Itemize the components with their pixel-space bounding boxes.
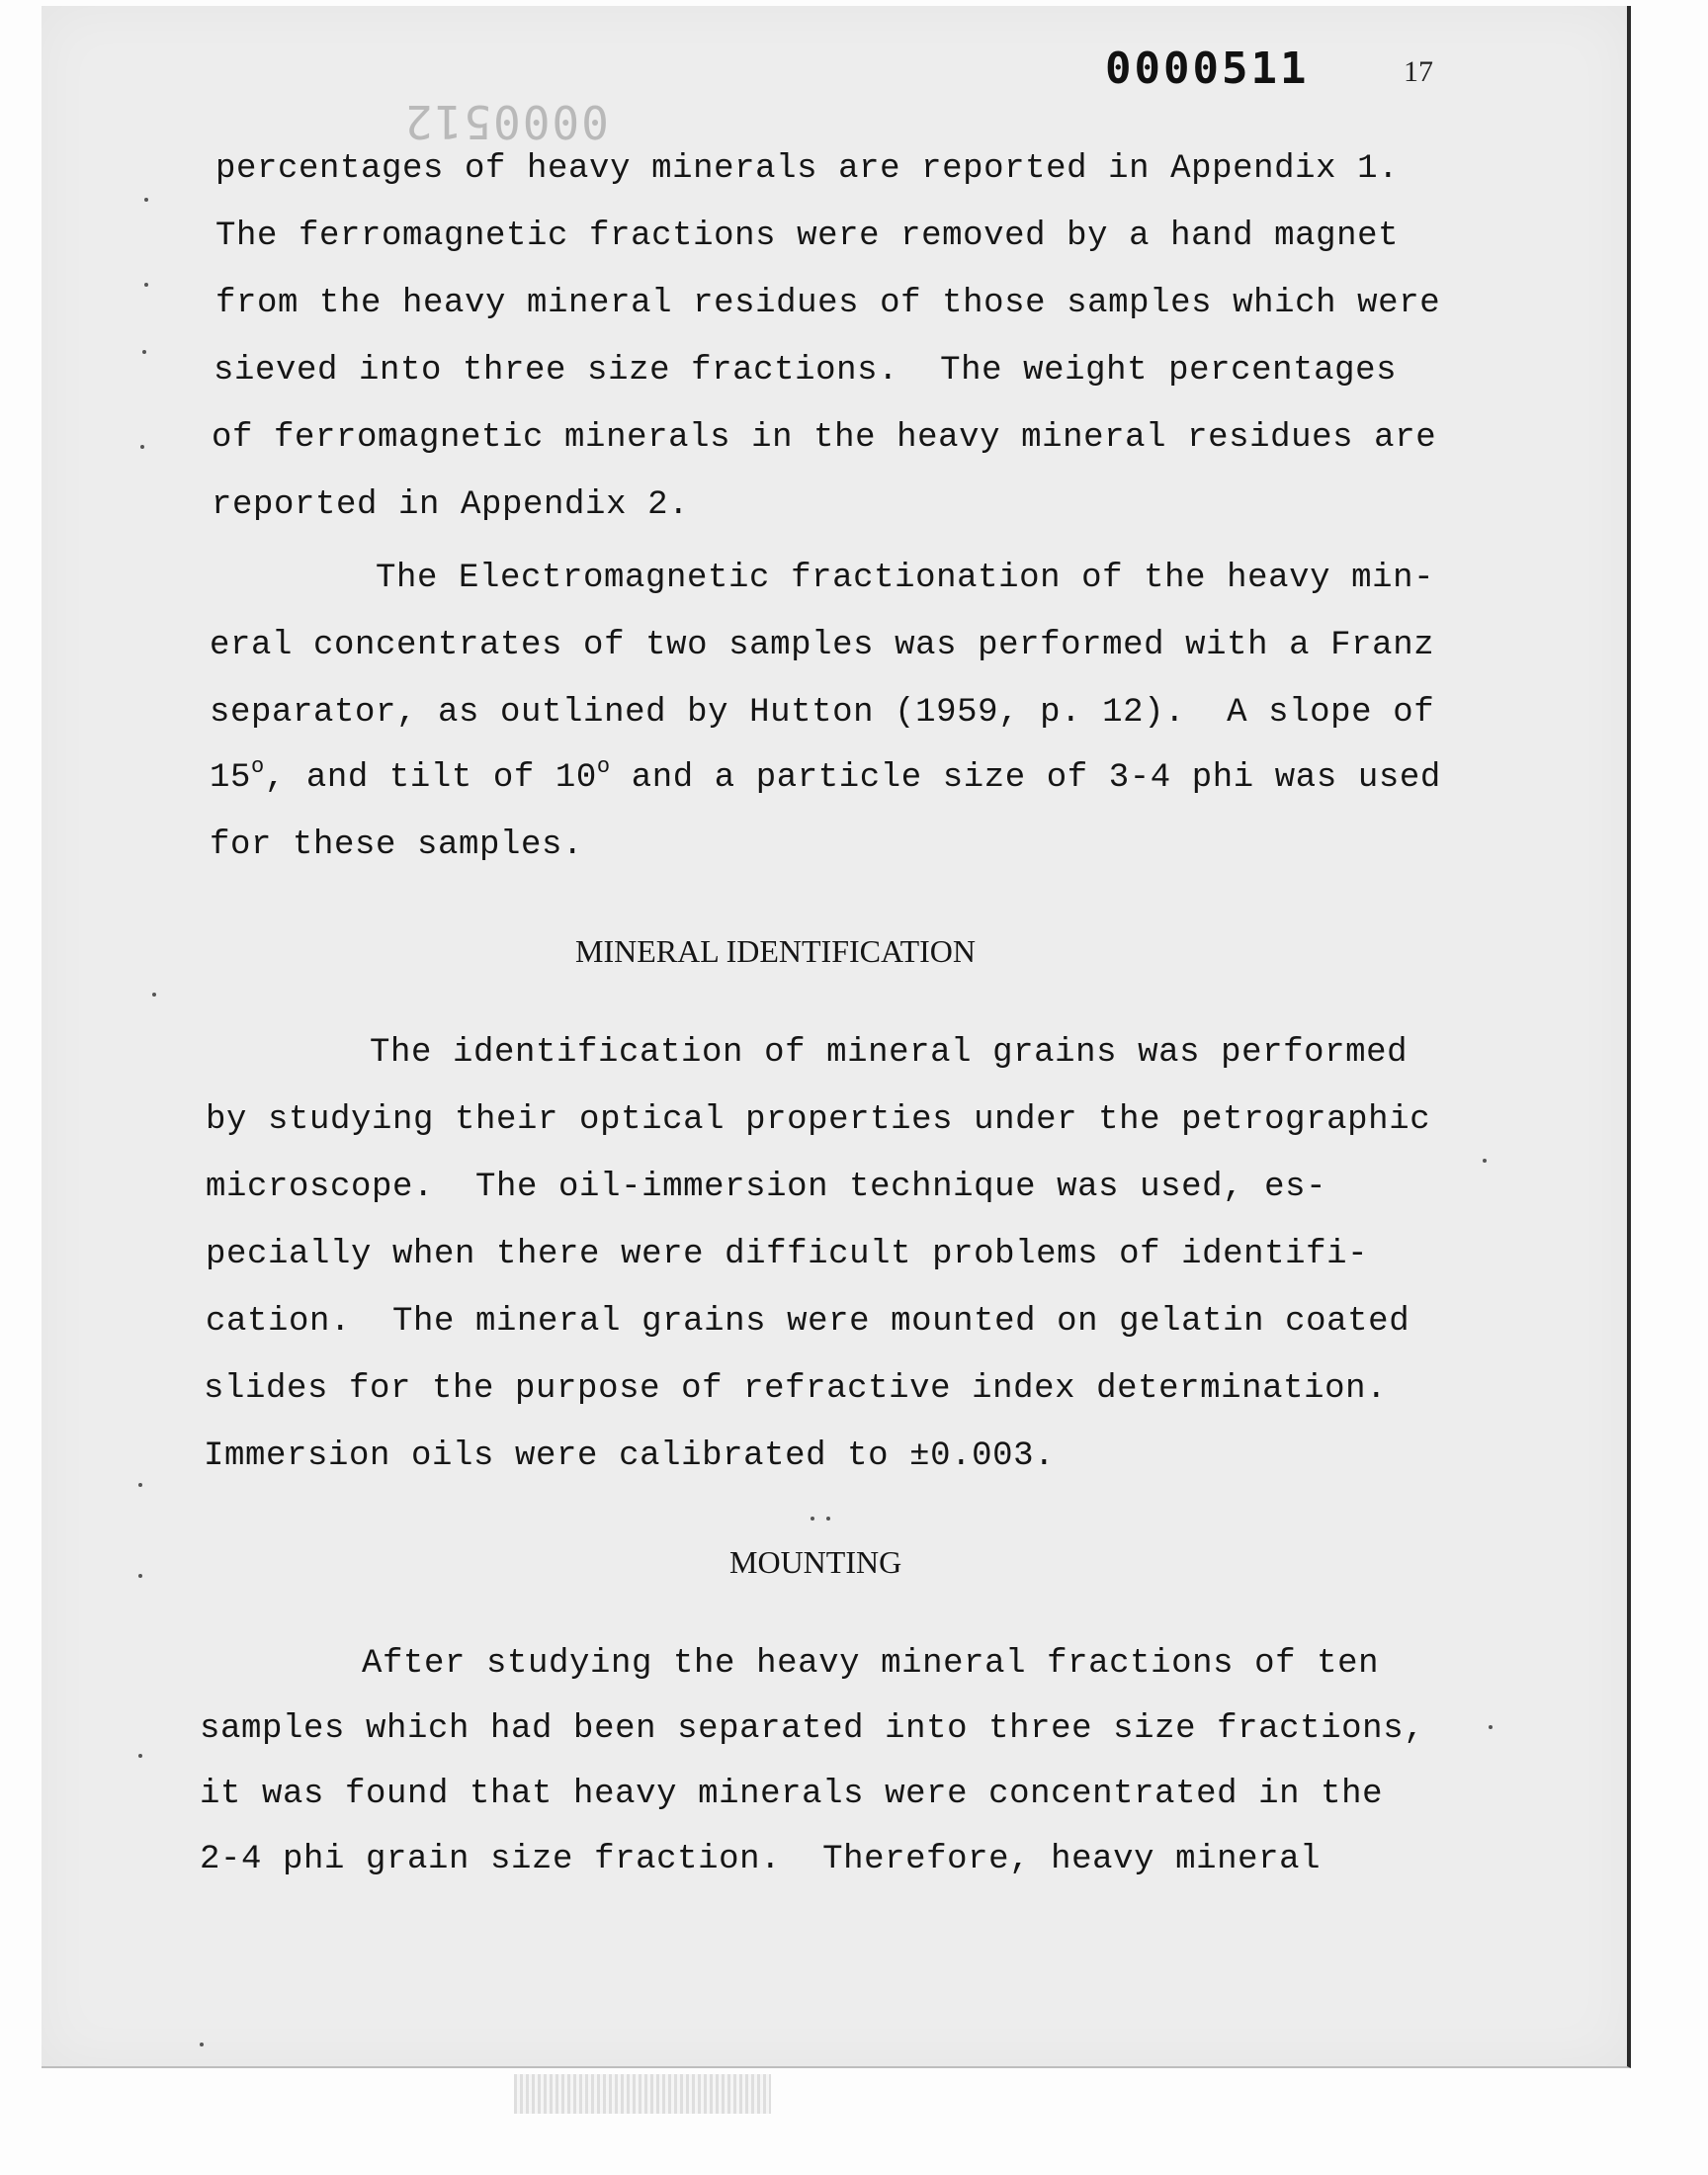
text-line: of ferromagnetic minerals in the heavy mineral residues are (212, 419, 1437, 457)
scan-speck (826, 1517, 830, 1521)
scan-speck (138, 1754, 142, 1758)
page-number: 17 (1404, 55, 1433, 88)
scan-speck (144, 198, 148, 202)
text-line: pecially when there were difficult problems of identifi- (206, 1236, 1369, 1273)
text-line: percentages of heavy minerals are reported in Appendix 1. (215, 150, 1400, 188)
text-line: it was found that heavy minerals were concentrated in the (200, 1776, 1384, 1813)
section-heading: MOUNTING (729, 1544, 902, 1580)
text-line: separator, as outlined by Hutton (1959, p. 12). A slope of (210, 694, 1435, 732)
scan-speck (140, 445, 144, 449)
text-line: Immersion oils were calibrated to ±0.003. (204, 1437, 1056, 1475)
scan-speck (1489, 1725, 1493, 1729)
section-heading: MINERAL IDENTIFICATION (575, 933, 976, 969)
scan-speck (200, 2043, 204, 2046)
text-line: eral concentrates of two samples was performed with a Franz (210, 627, 1435, 664)
text-line: sieved into three size fractions. The weight percentages (214, 352, 1398, 390)
scan-speck (811, 1517, 814, 1521)
scan-edge-artifact (514, 2074, 771, 2114)
text-line: microscope. The oil-immersion technique was used, es- (206, 1169, 1327, 1206)
text-line: from the heavy mineral residues of those samples which were (215, 285, 1441, 322)
text-line: by studying their optical properties under the petrographic (206, 1101, 1431, 1139)
scan-speck (152, 993, 156, 997)
document-number: 0000511 (1105, 44, 1310, 94)
text-line: cation. The mineral grains were mounted on gelatin coated (206, 1303, 1410, 1341)
faded-stamp-number: 0000512 (403, 95, 609, 148)
text-line: The ferromagnetic fractions were removed by a hand magnet (215, 218, 1400, 255)
text-line: samples which had been separated into three size fractions, (200, 1710, 1425, 1748)
text-line: slides for the purpose of refractive index determination. (204, 1370, 1388, 1408)
text-line: 2-4 phi grain size fraction. Therefore, heavy mineral (200, 1841, 1322, 1878)
text-line: reported in Appendix 2. (212, 486, 690, 524)
text-line: After studying the heavy mineral fractions of ten (362, 1645, 1380, 1683)
text-line: The Electromagnetic fractionation of the heavy min- (376, 560, 1435, 597)
scan-speck (1483, 1159, 1487, 1163)
text-line: 15$^o$, and tilt of 10$^o$ and a particle size of 3-4 phi was used (210, 754, 1441, 797)
scan-speck (144, 283, 148, 287)
scan-speck (138, 1483, 142, 1487)
scan-speck (142, 350, 146, 354)
scan-speck (138, 1574, 142, 1578)
text-line: The identification of mineral grains was performed (370, 1034, 1409, 1072)
text-line: for these samples. (210, 826, 584, 864)
